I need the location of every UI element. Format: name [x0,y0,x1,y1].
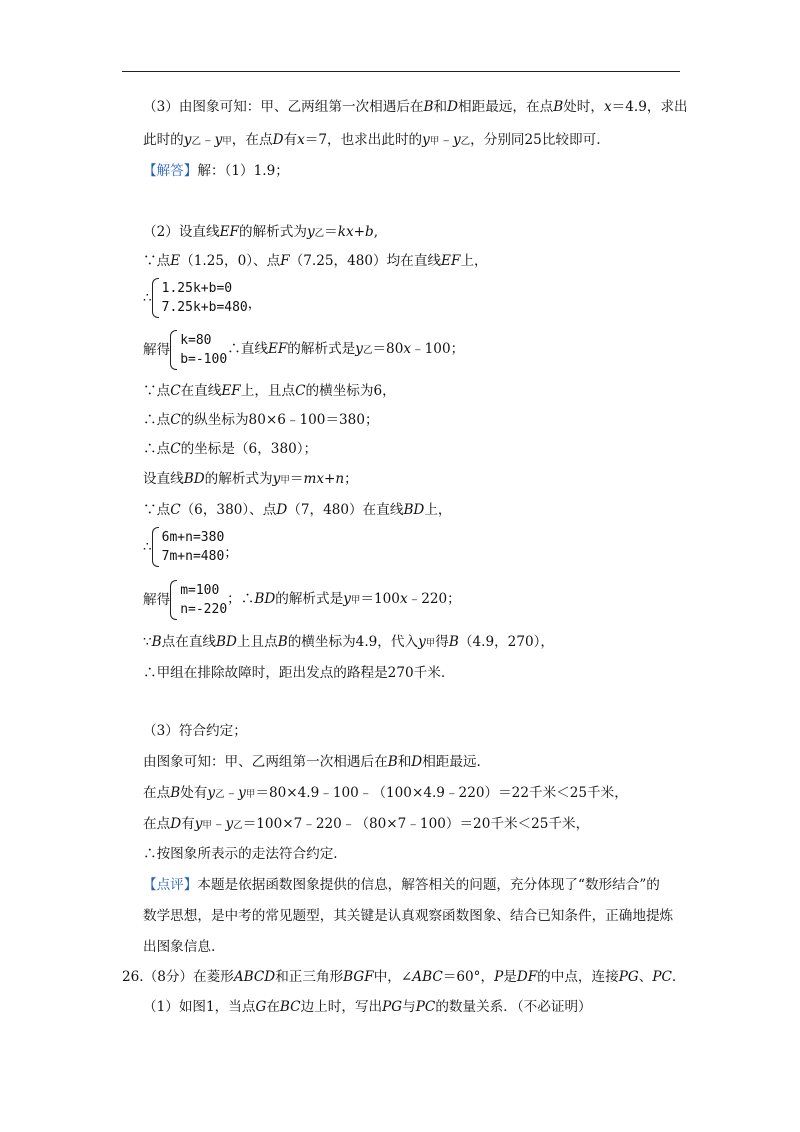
comment-line-3: 出图象信息. [143,939,216,955]
c-y: ∴点C的纵坐标为80×6﹣100＝380； [143,412,379,428]
equation-system-2: ∴ 6m+n=380 7m+n=480 ； [143,527,238,567]
q3-line-2: 在点B处有y乙﹣y甲＝80×4.9﹣100﹣（100×4.9﹣220）＝22千米＜25千米， [143,785,628,801]
analysis-line-2: 此时的y乙﹣y甲，在点D有x＝7，也求出此时的y甲﹣y乙，分别同25比较即可. [143,132,601,148]
c-on-ef: ∵点C在直线EF上，且点C的横坐标为6， [143,383,396,399]
brace [170,580,177,620]
equation-system-1: ∴ 1.25k+b=0 7.25k+b=480 ， [143,278,261,318]
analysis-line-1: （3）由图象可知：甲、乙两组第一次相遇后在B和D相距最远，在点B处时，x＝4.9，求出 [143,99,688,115]
solution-2: 解得 m=100 n=-220 ；∴BD的解析式是y甲＝100x﹣220； [143,580,461,620]
bd-points: ∵点C（6，380）、点D（7，480）在直线BD上， [143,502,452,518]
q3-line-4: ∴按图象所表示的走法符合约定. [143,846,338,862]
comment-tag: 【点评】 [143,877,198,893]
b-point: ∵B点在直线BD上且点B的横坐标为4.9，代入y甲得B（4.9，270）， [143,634,555,650]
comment-line-1: 【点评】本题是依据函数图象提供的信息，解答相关的问题，充分体现了“数形结合”的 [143,877,660,893]
header-rule [122,71,680,72]
bd-intro: 设直线BD的解析式为y甲＝mx+n； [143,471,358,487]
brace [152,527,159,567]
solution-1: 解得 k=80 b=-100 ∴直线EF的解析式是y乙＝80x﹣100； [143,330,464,370]
brace [170,330,177,370]
answer-tag: 【解答】 [143,163,198,179]
comment-line-2: 数学思想，是中考的常见题型，其关键是认真观察函数图象、结合已知条件，正确地提炼 [143,908,674,924]
answer-line: 【解答】解：（1）1.9； [143,163,289,179]
c-coord: ∴点C的坐标是（6，380）； [143,441,318,457]
brace [152,278,159,318]
question-26: 26.（8分）在菱形ABCD和正三角形BGF中，∠ABC＝60°，P是DF的中点，连接PG、PC. [122,969,677,985]
question-26-part-1: （1）如图1，当点G在BC边上时，写出PG与PC的数量关系．（不必证明） [143,999,592,1015]
q2-intro: （2）设直线EF的解析式为y乙＝kx+b, [143,224,379,240]
q3-line-3: 在点D有y甲﹣y乙＝100×7﹣220﹣（80×7﹣100）＝20千米＜25千米， [143,816,590,832]
q3-title: （3）符合约定； [143,723,247,739]
conclusion-2: ∴甲组在排除故障时，距出发点的路程是270千米. [143,665,446,681]
q2-points: ∵点E（1.25，0）、点F（7.25，480）均在直线EF上， [143,253,488,269]
q3-line-1: 由图象可知：甲、乙两组第一次相遇后在B和D相距最远. [143,754,481,770]
